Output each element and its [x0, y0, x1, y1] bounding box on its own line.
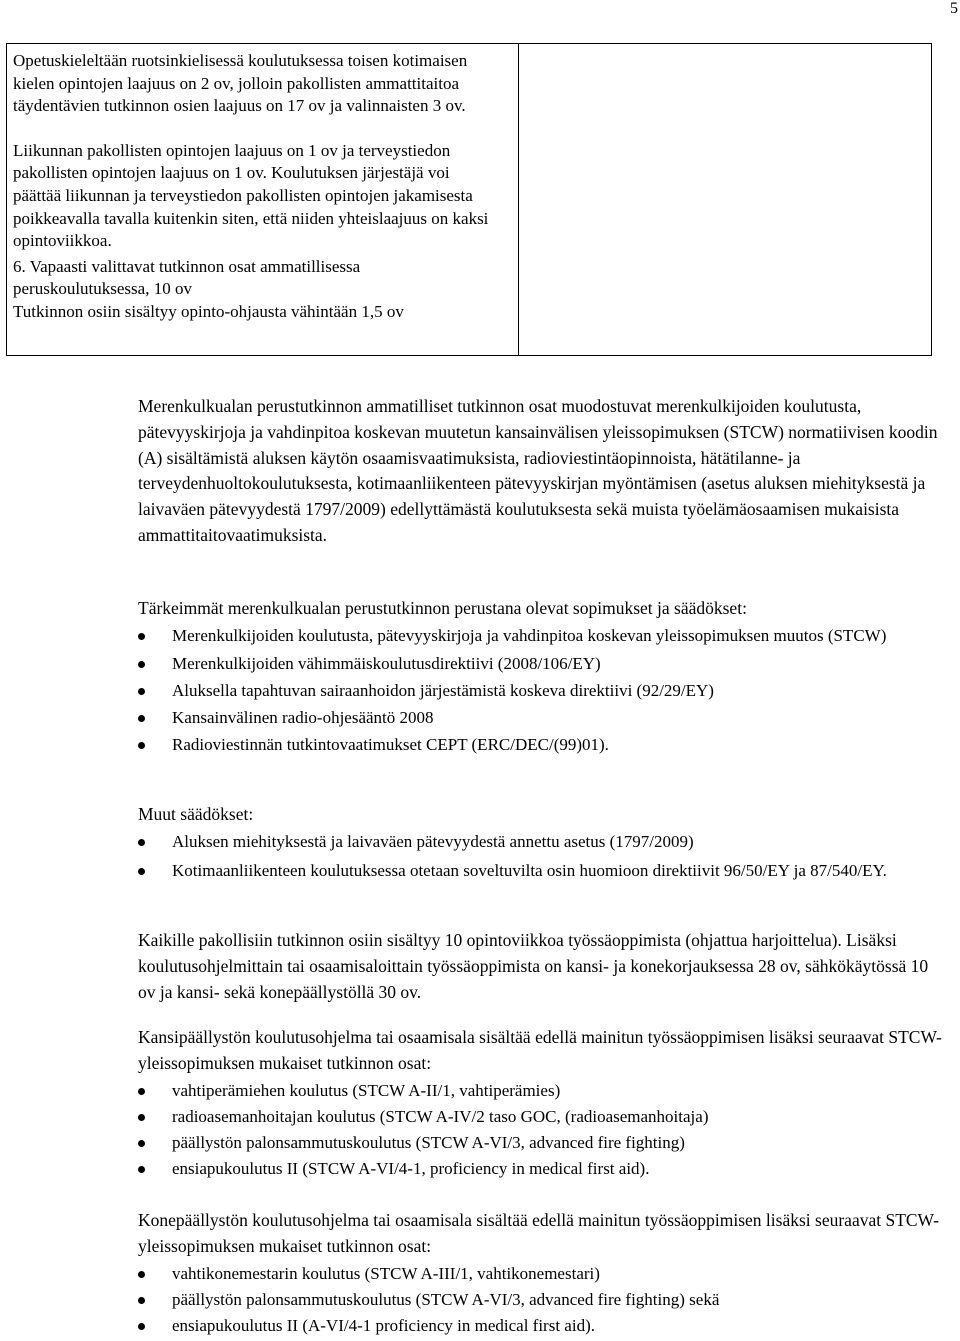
page-number: 5 — [950, 0, 958, 17]
bullet-icon — [138, 1114, 145, 1121]
guidance-paragraph: Tutkinnon osiin sisältyy opinto-ohjausta vähintään 1,5 ov — [13, 301, 404, 321]
bullet-icon — [138, 633, 145, 640]
curriculum-table — [6, 43, 932, 356]
bullet-icon — [138, 715, 145, 722]
list-item: radioasemanhoitajan koulutus (STCW A-IV/2 taso GOC, (radioasemanhoitaja) — [138, 1104, 948, 1130]
list-item: päällystön palonsammutuskoulutus (STCW A-VI/3, advanced fire fighting) — [138, 1130, 948, 1156]
deck-officers-list — [138, 1078, 948, 1182]
list-item: Merenkulkijoiden koulutusta, pätevyyskirjoja ja vahdinpitoa koskevan yleissopimuksen muutos (STCW) — [138, 623, 948, 649]
list-item: Merenkulkijoiden vähimmäiskoulutusdirektiivi (2008/106/EY) — [138, 651, 948, 677]
list-item: vahtiperämiehen koulutus (STCW A-II/1, vahtiperämies) — [138, 1078, 948, 1104]
list-item: Radioviestinnän tutkintovaatimukset CEPT (ERC/DEC/(99)01). — [138, 732, 948, 758]
bullet-icon — [138, 868, 145, 875]
swedish-language-paragraph: Opetuskieleltään ruotsinkielisessä koulutuksessa toisen kotimaisen kielen opintojen laajuus on 2 ov, jolloin pakollisten ammattitaitoa täydentävien tutkinnon osien laajuus on 17 ov ja valinnaisten 3 ov. — [13, 51, 468, 116]
bullet-icon — [138, 1323, 145, 1330]
bullet-icon — [138, 1166, 145, 1173]
list-item: päällystön palonsammutuskoulutus (STCW A-VI/3, advanced fire fighting) sekä — [138, 1287, 948, 1313]
elective-units-paragraph: 6. Vapaasti valittavat tutkinnon osat ammatillisessa peruskoulutuksessa, 10 ov — [13, 256, 361, 299]
agreements-section — [138, 596, 948, 758]
list-item: ensiapukoulutus II (STCW A-VI/4-1, proficiency in medical first aid). — [138, 1156, 948, 1182]
intro-paragraph: Merenkulkualan perustutkinnon ammatilliset tutkinnon osat muodostuvat merenkulkijoiden koulutusta, pätevyyskirjoja ja vahdinpitoa koskevan muutetun kansainvälisen yleissopimuksen (STCW) normatiivisen koodin (A) sisältämistä aluksen käytön osaamisvaatimuksista, radioviestintäopinnoista, hätätilanne- ja terveydenhuoltokoulutuksesta, kotimaanliikenteen pätevyyskirjan myöntämisen (asetus aluksen miehityksestä ja laivaväen pätevyydestä 1797/2009) edellyttämästä koulutuksesta sekä muista työelämäosaamisen mukaisista ammattitaitovaatimuksista. — [138, 396, 938, 545]
list-item: Aluksen miehityksestä ja laivaväen pätevyydestä annettu asetus (1797/2009) — [138, 829, 948, 855]
engine-officers-list — [138, 1261, 948, 1339]
on-the-job-paragraph: Kaikille pakollisiin tutkinnon osiin sisältyy 10 opintoviikkoa työssäoppimista (ohjattua harjoittelua). Lisäksi koulutusohjelmittain tai osaamisaloittain työssäoppimista on kansi- ja konekorjauksessa 28 ov, sähkökäytössä 10 ov ja kansi- sekä konepäällystöllä 30 ov. — [138, 930, 929, 1002]
on-the-job-section — [138, 928, 948, 1005]
list-item: Kansainvälinen radio-ohjesääntö 2008 — [138, 705, 948, 731]
list-item: ensiapukoulutus II (A-VI/4-1 proficiency in medical first aid). — [138, 1313, 948, 1339]
intro-section — [138, 394, 948, 549]
bullet-icon — [138, 661, 145, 668]
deck-officers-intro: Kansipäällystön koulutusohjelma tai osaamisala sisältää edellä mainitun työssäoppimisen lisäksi seuraavat STCW-yleissopimuksen mukaiset tutkinnon osat: — [138, 1027, 942, 1073]
bullet-icon — [138, 1140, 145, 1147]
other-regulations-section — [138, 802, 948, 884]
curriculum-table-right-cell — [519, 44, 931, 355]
bullet-icon — [138, 1297, 145, 1304]
bullet-icon — [138, 1088, 145, 1095]
bullet-icon — [138, 688, 145, 695]
engine-officers-intro: Konepäällystön koulutusohjelma tai osaamisala sisältää edellä mainitun työssäoppimisen lisäksi seuraavat STCW-yleissopimuksen mukaiset tutkinnon osat: — [138, 1210, 939, 1256]
agreements-list — [138, 623, 948, 758]
bullet-icon — [138, 839, 145, 846]
curriculum-table-left-cell — [7, 44, 519, 355]
list-item: Kotimaanliikenteen koulutuksessa otetaan soveltuvilta osin huomioon direktiivit 96/50/EY ja 87/540/EY. — [138, 858, 948, 884]
list-item: Aluksella tapahtuvan sairaanhoidon järjestämistä koskeva direktiivi (92/29/EY) — [138, 678, 948, 704]
bullet-icon — [138, 1271, 145, 1278]
other-regulations-list — [138, 829, 948, 884]
engine-officers-section — [138, 1208, 948, 1339]
list-item: vahtikonemestarin koulutus (STCW A-III/1, vahtikonemestari) — [138, 1261, 948, 1287]
physical-education-paragraph: Liikunnan pakollisten opintojen laajuus on 1 ov ja terveystiedon pakollisten opintojen laajuus on 1 ov. Koulutuksen järjestäjä voi päättää liikunnan ja terveystiedon pakollisten opintojen jakamisesta poikkeavalla tavalla kuitenkin siten, että niiden yhteislaajuus on kaksi opintoviikkoa. — [13, 140, 489, 251]
agreements-heading: Tärkeimmät merenkulkualan perustutkinnon perustana olevat sopimukset ja säädökset: — [138, 598, 747, 618]
bullet-icon — [138, 742, 145, 749]
other-regulations-heading: Muut säädökset: — [138, 804, 254, 824]
deck-officers-section — [138, 1025, 948, 1182]
